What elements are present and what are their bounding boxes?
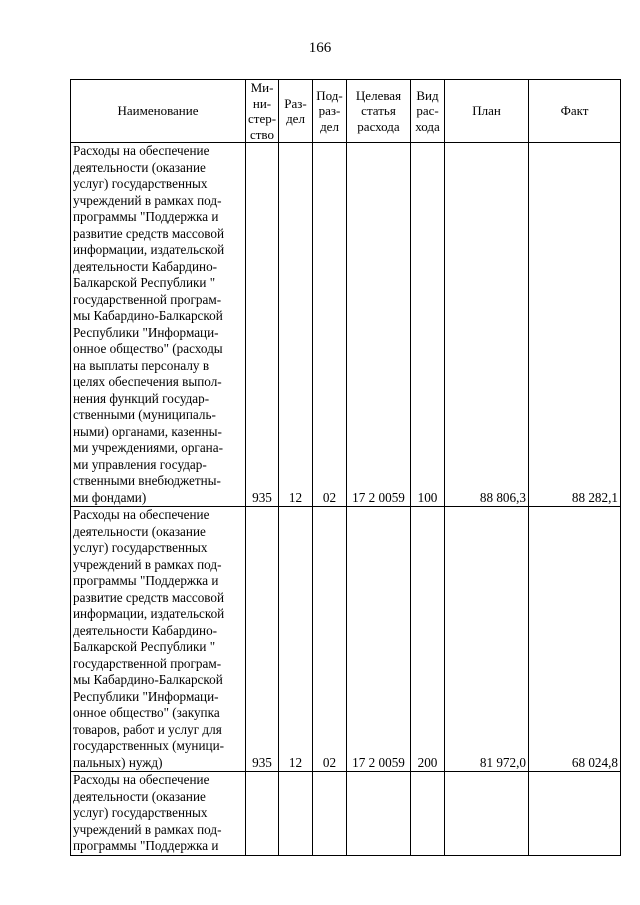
- header-plan: План: [445, 80, 529, 143]
- header-target-article: Целевая статья расхода: [347, 80, 411, 143]
- row-plan: 81 972,0: [445, 507, 529, 772]
- row-section: 12: [279, 507, 313, 772]
- row-name: Расходы на обеспечение деятельности (оказание услуг) государственных учреждений в рамках под- программы "Поддержка и развитие средств массовой информации, издательской деятельности Кабардино- Балкарской Республики " государственной програм- мы Кабардино-Балкарской Республики "Информаци- онное общество" (закупка товаров, работ и услуг для государственных (муници- пальных) нужд): [71, 507, 246, 772]
- row-ministry: 935: [246, 143, 279, 507]
- row-plan: 88 806,3: [445, 143, 529, 507]
- header-ministry: Ми- ни- стер- ство: [246, 80, 279, 143]
- row-ministry: [246, 772, 279, 856]
- header-subsection: Под- раз- дел: [313, 80, 347, 143]
- row-ministry: 935: [246, 507, 279, 772]
- row-fact: 68 024,8: [529, 507, 621, 772]
- row-subsection: 02: [313, 143, 347, 507]
- budget-table: [70, 79, 621, 856]
- row-name: Расходы на обеспечение деятельности (оказание услуг) государственных учреждений в рамках под- программы "Поддержка и: [71, 772, 246, 856]
- row-name: Расходы на обеспечение деятельности (оказание услуг) государственных учреждений в рамках под- программы "Поддержка и развитие средств массовой информации, издательской деятельности Кабардино- Балкарской Республики " государственной програм- мы Кабардино-Балкарской Республики "Информаци- онное общество" (расходы на выплаты персоналу в целях обеспечения выпол- нения функций государ- ственными (муниципаль- ными) органами, казенны- ми учреждениями, органа- ми управления государ- ственными внебюджетны- ми фондами): [71, 143, 246, 507]
- header-fact: Факт: [529, 80, 621, 143]
- row-fact: [529, 772, 621, 856]
- table-row: [71, 772, 621, 856]
- row-target-article: 17 2 0059: [347, 143, 411, 507]
- row-plan: [445, 772, 529, 856]
- table-row: [71, 507, 621, 772]
- row-target-article: 17 2 0059: [347, 507, 411, 772]
- row-section: 12: [279, 143, 313, 507]
- row-expense-type: 200: [411, 507, 445, 772]
- row-expense-type: [411, 772, 445, 856]
- table-row: [71, 143, 621, 507]
- header-expense-type: Вид рас- хода: [411, 80, 445, 143]
- header-section: Раз- дел: [279, 80, 313, 143]
- row-fact: 88 282,1: [529, 143, 621, 507]
- header-name: Наименование: [71, 80, 246, 143]
- row-target-article: [347, 772, 411, 856]
- row-section: [279, 772, 313, 856]
- row-subsection: [313, 772, 347, 856]
- page-number: 166: [308, 40, 332, 56]
- row-subsection: 02: [313, 507, 347, 772]
- table-header-row: [71, 80, 621, 143]
- row-expense-type: 100: [411, 143, 445, 507]
